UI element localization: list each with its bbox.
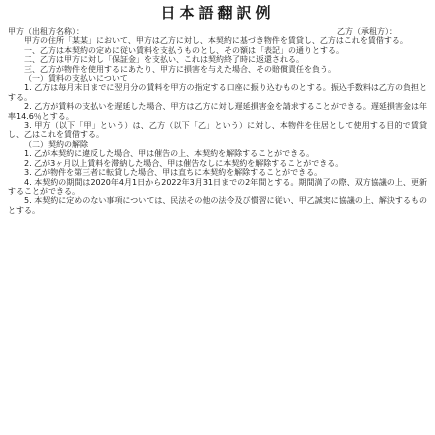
paragraph: 二、乙方は甲方に対し「保証金」を支払い、これは契約終了時に返還される。 bbox=[24, 55, 304, 65]
paragraph: 三、乙方が物件を使用するにあたり、甲方に損害を与えた場合、その賠償責任を負う。 bbox=[24, 64, 336, 74]
document-title: 日本語翻訳例 bbox=[160, 4, 275, 22]
paragraph: 1. 乙方は毎月末日までに翌月分の賃料を甲方の指定する口座に振り込むものとする。振込手数料は乙方の負担とする。 bbox=[8, 83, 427, 102]
paragraph: 2. 乙方が賃料の支払いを遅延した場合、甲方は乙方に対し遅延損害金を請求することができる。遅延損害金は年率14.6％とする。 bbox=[8, 102, 427, 121]
paragraph: 甲方の住所「某某」において、甲方は乙方に対し、本契約に基づき物件を賃貸し、乙方はこれを賃借する。 bbox=[24, 36, 408, 46]
party-a-label: 甲方（出租方名称）： bbox=[8, 27, 84, 36]
section-heading: （一）賃料の支払いについて bbox=[24, 74, 128, 84]
paragraph: 一、乙方は本契約の定めに従い賃料を支払うものとし、その額は「表記」の通りとする。 bbox=[24, 45, 344, 55]
paragraph: 3. 甲方（以下「甲」という）は、乙方（以下「乙」という）に対し、本物件を住居として使用する目的で賃貸し、乙はこれを賃借する。 bbox=[8, 121, 427, 140]
party-b-label: 乙方（承租方）： bbox=[337, 27, 397, 36]
paragraph: 3. 乙が物件を第三者に転貸した場合、甲は直ちに本契約を解除することができる。 bbox=[24, 168, 323, 178]
paragraph: 2. 乙が3ヶ月以上賃料を滞納した場合、甲は催告なしに本契約を解除することができる。 bbox=[24, 158, 344, 168]
parties-row bbox=[8, 27, 427, 36]
paragraph: 5. 本契約に定めのない事項については、民法その他の法令及び慣習に従い、甲乙誠実に協議の上、解決するものとする。 bbox=[8, 196, 427, 215]
section-heading: （二）契約の解除 bbox=[24, 139, 88, 149]
paragraph: 4. 本契約の期間は2020年4月1日から2022年3月31日までの2年間とする。期間満了の際、双方協議の上、更新することができる。 bbox=[8, 177, 427, 196]
paragraph: 1. 乙が本契約に違反した場合、甲は催告の上、本契約を解除することができる。 bbox=[24, 149, 315, 159]
